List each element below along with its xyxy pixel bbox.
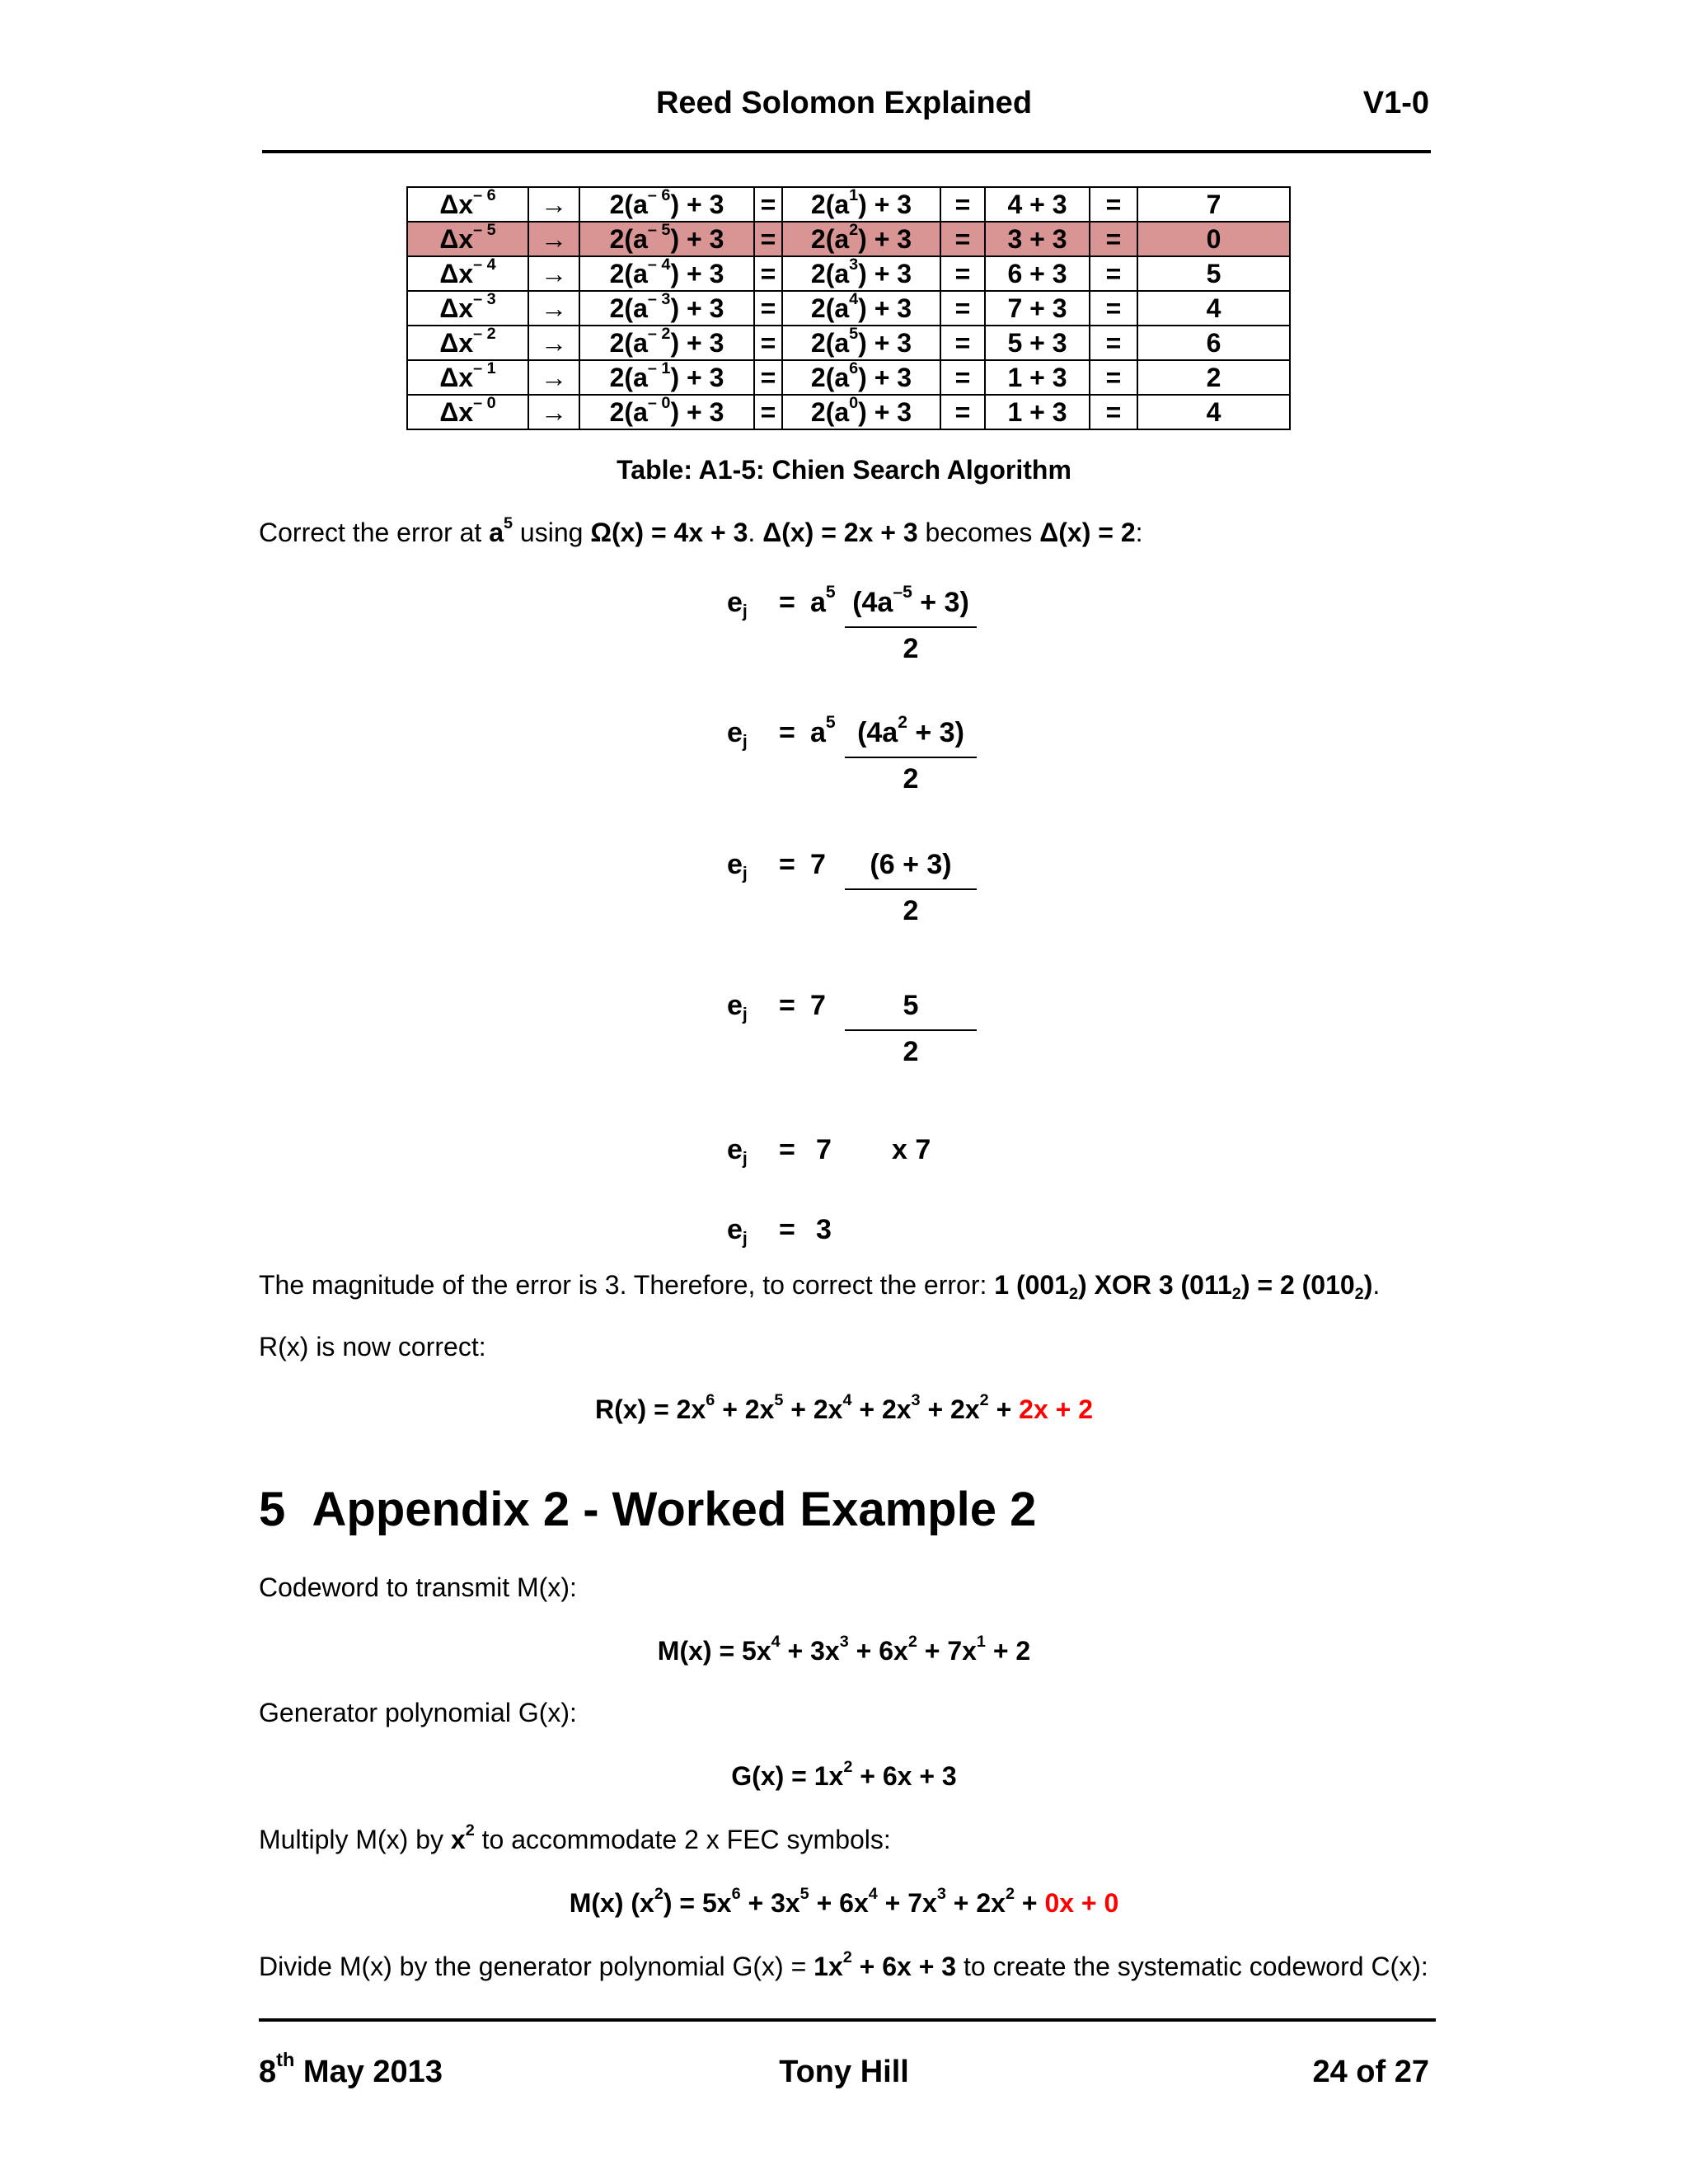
expression-cell: $2(a^{- 3}) + 3$ [579,291,754,326]
equals-cell: = [940,291,985,326]
equals-cell: = [1090,291,1137,326]
header-rule [262,150,1431,153]
numerator: $(4a^{-5} + 3)$ [852,583,969,618]
equals-cell: = [754,360,782,395]
expression-cell: $2(a^{- 2}) + 3$ [579,326,754,360]
table-row [407,291,1290,326]
sum-cell: 1 + 3 [985,395,1090,429]
table-row [407,326,1290,360]
result-cell: 0 [1137,222,1290,256]
delta-x-cell: $\Delta x^{- 0}$ [407,395,528,429]
delta-x-cell: $\Delta x^{- 5}$ [407,222,528,256]
gx-equation: $G(x) = 1x^2 + 6x + 3$ [731,1758,957,1791]
mx-equation: $M(x) = 5x^4 + 3x^3 + 6x^2 + 7x^1 + 2$ [657,1633,1031,1666]
equals-cell: = [754,187,782,222]
equals-cell: = [940,256,985,291]
correct-error-paragraph: Correct the error at $a^5$ using Ω(x) = 4x + 3. Δ(x) = 2x + 3 becomes Δ(x) = 2: [259,514,1143,547]
equals-cell: = [1090,187,1137,222]
delta-x-cell: $\Delta x^{- 3}$ [407,291,528,326]
arrow-cell: → [528,326,579,360]
footer-author: Tony Hill [779,2055,909,2089]
expression-cell: $2(a^{- 0}) + 3$ [579,395,754,429]
step-5: $e_j$ = 7 x 7 [727,1134,931,1169]
magnitude-paragraph: The magnitude of the error is 3. Therefore, to correct the error: 1 $(001_2)$ XOR 3 $(011_2) = 2$ $(010_2)$. [259,1270,1381,1303]
expression-cell: $2(a^{- 6}) + 3$ [579,187,754,222]
delta-x-cell: $\Delta x^{- 2}$ [407,326,528,360]
equals-cell: = [940,326,985,360]
generator-label: Generator polynomial G(x): [259,1698,577,1727]
sum-cell: 6 + 3 [985,256,1090,291]
sum-cell: 7 + 3 [985,291,1090,326]
codeword-label: Codeword to transmit M(x): [259,1572,577,1602]
step-2: $e_j$ = $a^5$ $(4a^2 + 3)$ 2 [727,717,748,749]
step-4: $e_j$ = 7 5 2 [727,990,748,1022]
denominator: 2 [903,633,919,664]
equals-cell: = [754,395,782,429]
result-cell: 5 [1137,256,1290,291]
fraction-bar [845,757,977,758]
step-6: $e_j$ = 3 [727,1214,832,1249]
equals-cell: = [1090,222,1137,256]
equals-cell: = [940,395,985,429]
result-cell: 6 [1137,326,1290,360]
table-row [407,222,1290,256]
header-version: V1-0 [1362,86,1429,120]
substituted-cell: $2(a^3) + 3$ [782,256,940,291]
table-row [407,395,1290,429]
sum-cell: 5 + 3 [985,326,1090,360]
equals-cell: = [1090,326,1137,360]
equals-cell: = [940,360,985,395]
multiply-paragraph: Multiply M(x) by $x^2$ to accommodate 2 x FEC symbols: [259,1821,891,1854]
substituted-cell: $2(a^0) + 3$ [782,395,940,429]
substituted-cell: $2(a^6) + 3$ [782,360,940,395]
arrow-cell: → [528,395,579,429]
table-row [407,360,1290,395]
table-row [407,187,1290,222]
substituted-cell: $2(a^5) + 3$ [782,326,940,360]
equals-cell: = [754,291,782,326]
step-3: $e_j$ = 7 (6 + 3) 2 [727,849,748,881]
equals-cell: = [1090,360,1137,395]
delta-x-cell: $\Delta x^{- 4}$ [407,256,528,291]
delta-x-cell: $\Delta x^{- 6}$ [407,187,528,222]
expression-cell: $2(a^{- 1}) + 3$ [579,360,754,395]
arrow-cell: → [528,360,579,395]
arrow-cell: → [528,291,579,326]
header-title: Reed Solomon Explained [655,86,1033,120]
equals-cell: = [1090,395,1137,429]
equals-cell: = [754,256,782,291]
equals-cell: = [940,222,985,256]
denominator: 2 [903,1036,919,1067]
numerator: (6 + 3) [870,849,952,880]
chien-search-table [406,186,1291,430]
substituted-cell: $2(a^1) + 3$ [782,187,940,222]
arrow-cell: → [528,187,579,222]
table-caption: Table: A1-5: Chien Search Algorithm [617,455,1071,485]
footer-page-number: 24 of 27 [1312,2055,1429,2089]
arrow-cell: → [528,256,579,291]
equals-cell: = [1090,256,1137,291]
step-1: $e_j$ = $a^5$ $(4a^{-5} + 3)$ 2 [727,587,748,619]
equals-cell: = [754,222,782,256]
divide-paragraph: Divide M(x) by the generator polynomial $G(x) = 1x^2 + 6x + 3$ to create the systematic codeword C(x): [259,1948,1428,1981]
numerator: $(4a^2 + 3)$ [857,713,964,748]
expression-cell: $2(a^{- 5}) + 3$ [579,222,754,256]
result-cell: 4 [1137,291,1290,326]
equals-cell: = [940,187,985,222]
result-cell: 4 [1137,395,1290,429]
result-cell: 7 [1137,187,1290,222]
section-heading: 5 Appendix 2 - Worked Example 2 [259,1483,1037,1536]
fraction-bar [845,1029,977,1031]
equals-cell: = [754,326,782,360]
result-cell: 2 [1137,360,1290,395]
sum-cell: 4 + 3 [985,187,1090,222]
expression-cell: $2(a^{- 4}) + 3$ [579,256,754,291]
denominator: 2 [903,895,919,926]
numerator: 5 [903,990,919,1021]
table-row [407,256,1290,291]
fraction-bar [845,626,977,628]
rx-correct-label: R(x) is now correct: [259,1332,486,1361]
mx2-equation: M(x) $(x^2) = 5x^6 + 3x^5 + 6x^4 + 7x^3 + 2x^2 + 0x + 0$ [569,1885,1119,1918]
sum-cell: 3 + 3 [985,222,1090,256]
denominator: 2 [903,763,919,794]
substituted-cell: $2(a^4) + 3$ [782,291,940,326]
sum-cell: 1 + 3 [985,360,1090,395]
footer-rule [259,2018,1436,2022]
substituted-cell: $2(a^2) + 3$ [782,222,940,256]
rx-equation: $R(x) = 2x^6 + 2x^5 + 2x^4 + 2x^3 + 2x^2 + 2x + 2$ [594,1391,1093,1424]
footer-date: 8th May 2013 [259,2049,443,2089]
delta-x-cell: $\Delta x^{- 1}$ [407,360,528,395]
arrow-cell: → [528,222,579,256]
fraction-bar [845,888,977,890]
